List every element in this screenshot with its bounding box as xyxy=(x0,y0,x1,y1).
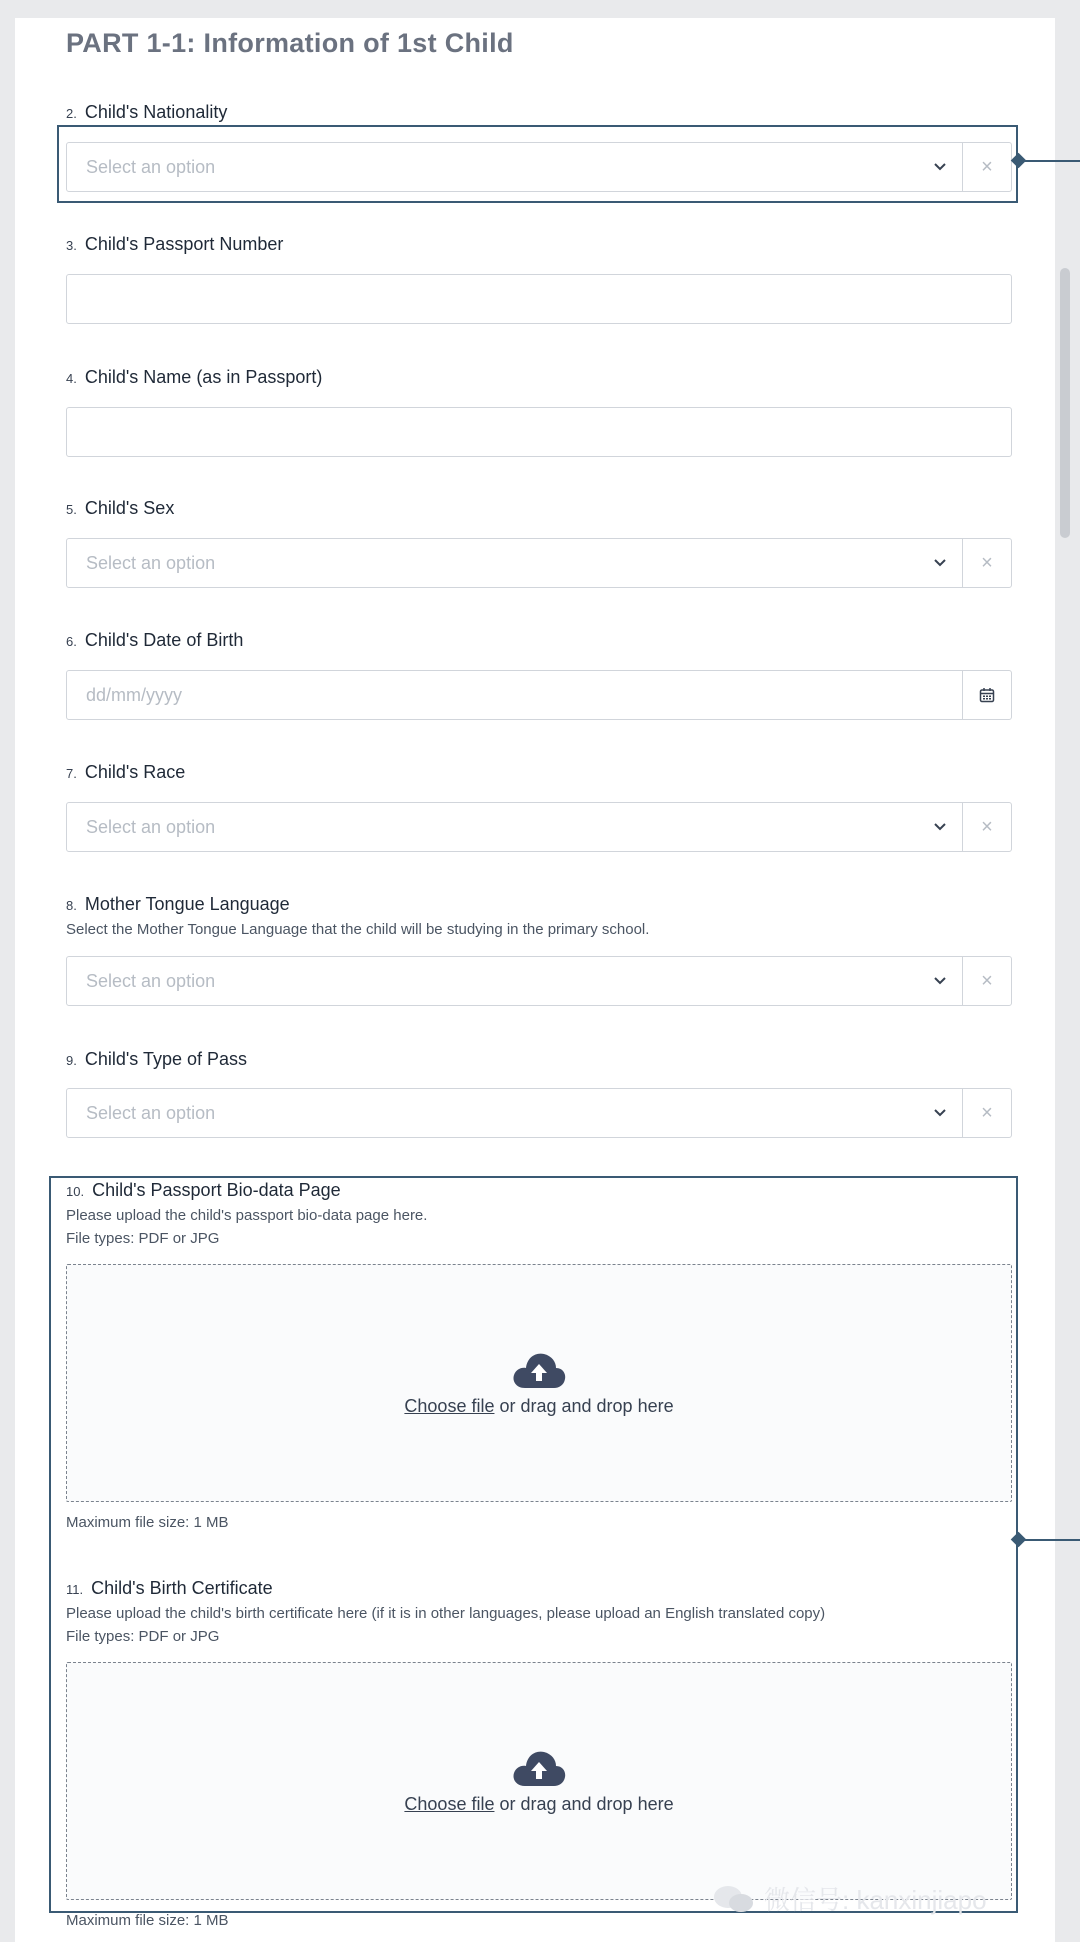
question-number: 6. xyxy=(66,634,77,649)
connector-line xyxy=(1018,160,1080,162)
calendar-icon[interactable] xyxy=(962,671,1011,719)
question-help: Select the Mother Tongue Language that the child will be studying in the primary school. xyxy=(66,921,650,938)
clear-icon[interactable]: × xyxy=(962,143,1011,191)
chevron-down-icon[interactable] xyxy=(918,539,962,587)
max-file-size: Maximum file size: 1 MB xyxy=(66,1514,229,1531)
max-file-size: Maximum file size: 1 MB xyxy=(66,1912,229,1929)
question-number: 8. xyxy=(66,898,77,913)
choose-file-link[interactable]: Choose file xyxy=(404,1793,495,1814)
question-label: Child's Type of Pass xyxy=(84,1049,248,1069)
drag-drop-text: or drag and drop here xyxy=(494,1395,674,1416)
choose-file-link[interactable]: Choose file xyxy=(404,1395,495,1416)
section-title: PART 1-1: Information of 1st Child xyxy=(66,28,514,58)
clear-icon[interactable]: × xyxy=(962,803,1011,851)
select-placeholder: Select an option xyxy=(86,970,216,991)
clear-icon[interactable]: × xyxy=(962,1089,1011,1137)
question-label: Child's Birth Certificate xyxy=(91,1578,273,1598)
question-number: 4. xyxy=(66,371,77,386)
clear-icon[interactable]: × xyxy=(962,539,1011,587)
question-label: Child's Race xyxy=(84,762,186,782)
question-dob xyxy=(66,630,1012,654)
file-types: File types: PDF or JPG xyxy=(66,1628,220,1645)
mother-tongue-select[interactable] xyxy=(66,956,1012,1006)
drag-drop-text: or drag and drop here xyxy=(494,1793,674,1814)
nationality-highlight-box xyxy=(57,125,1018,203)
question-mother-tongue xyxy=(66,894,1012,941)
question-passport-number xyxy=(66,234,1012,258)
question-pass-type xyxy=(66,1049,1012,1073)
select-placeholder: Select an option xyxy=(86,156,216,177)
question-number: 7. xyxy=(66,766,77,781)
question-sex xyxy=(66,498,1012,522)
question-label: Child's Sex xyxy=(84,498,175,518)
question-number: 11. xyxy=(66,1582,84,1597)
question-child-name xyxy=(66,367,1012,391)
connector-line xyxy=(1018,1539,1080,1541)
scrollbar[interactable] xyxy=(1060,268,1070,538)
select-placeholder: Select an option xyxy=(86,816,216,837)
wechat-icon xyxy=(712,1884,756,1914)
watermark-text: 微信号: kanxinjiapo xyxy=(764,1885,987,1915)
race-select[interactable] xyxy=(66,802,1012,852)
sex-select[interactable] xyxy=(66,538,1012,588)
clear-icon[interactable]: × xyxy=(962,957,1011,1005)
chevron-down-icon[interactable] xyxy=(918,803,962,851)
question-race xyxy=(66,762,1012,786)
dob-input[interactable] xyxy=(66,670,1012,720)
watermark xyxy=(712,1880,987,1917)
chevron-down-icon[interactable] xyxy=(918,957,962,1005)
select-placeholder: Select an option xyxy=(86,1102,216,1123)
file-types: File types: PDF or JPG xyxy=(66,1230,220,1247)
question-label: Mother Tongue Language xyxy=(84,894,290,914)
question-number: 2. xyxy=(66,106,77,121)
pass-type-select[interactable] xyxy=(66,1088,1012,1138)
chevron-down-icon[interactable] xyxy=(918,1089,962,1137)
question-label: Child's Date of Birth xyxy=(84,630,244,650)
question-number: 3. xyxy=(66,238,77,253)
question-label: Child's Passport Bio-data Page xyxy=(92,1180,341,1200)
select-placeholder: Select an option xyxy=(86,552,216,573)
question-label: Child's Name (as in Passport) xyxy=(84,367,323,387)
uploads-highlight-box xyxy=(49,1176,1018,1913)
question-nationality xyxy=(66,102,1012,126)
date-placeholder: dd/mm/yyyy xyxy=(86,684,183,705)
question-help: Please upload the child's passport bio-data page here. xyxy=(66,1207,428,1224)
question-number: 5. xyxy=(66,502,77,517)
question-number: 10. xyxy=(66,1184,85,1199)
question-number: 9. xyxy=(66,1053,77,1068)
question-help: Please upload the child's birth certificate here (if it is in other languages, please upload an English translated copy) xyxy=(66,1605,826,1622)
passport-number-input[interactable] xyxy=(66,274,1012,324)
question-label: Child's Nationality xyxy=(84,102,228,122)
question-label: Child's Passport Number xyxy=(84,234,284,254)
child-name-input[interactable] xyxy=(66,407,1012,457)
